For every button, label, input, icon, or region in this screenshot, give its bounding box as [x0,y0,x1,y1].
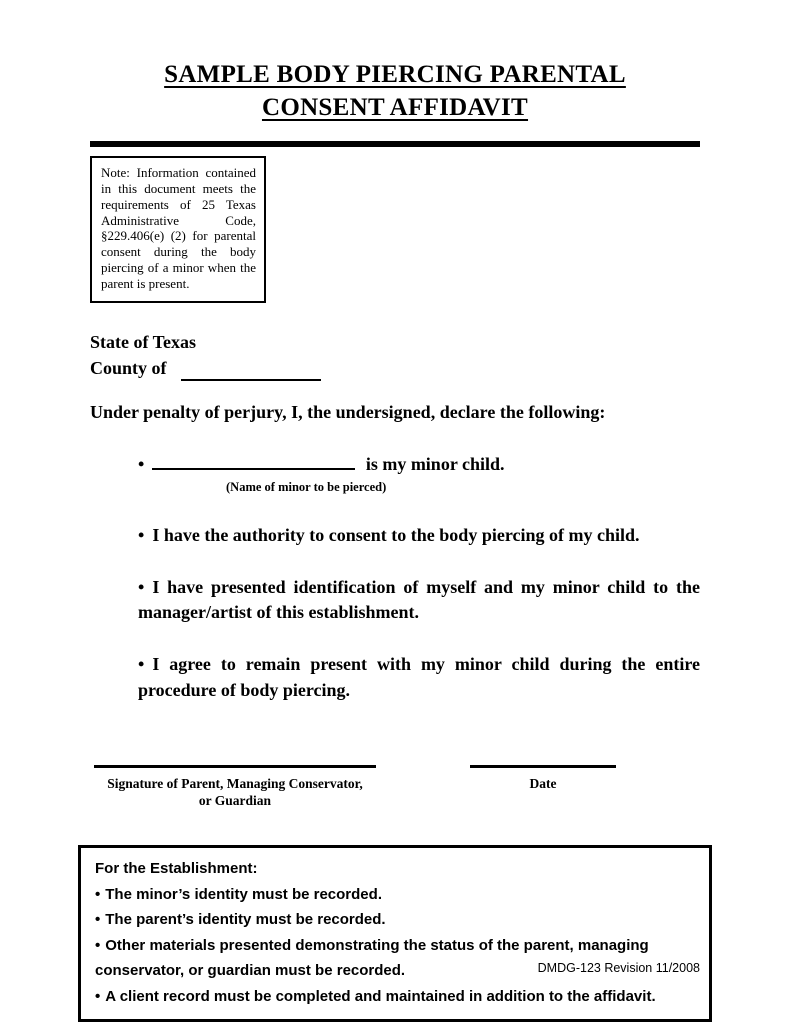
establishment-item-text: A client record must be completed and maintained in addition to the affidavit. [105,987,656,1005]
signature-column [94,765,376,809]
declaration-minor-child [138,448,700,496]
bullet-icon: • [95,885,101,903]
minor-child-suffix: is my minor child. [365,454,505,475]
minor-name-fill-in-line [152,448,355,470]
county-label: County of [90,357,167,378]
establishment-heading: For the Establishment: [95,860,258,878]
minor-name-caption: (Name of minor to be pierced) [226,479,387,494]
document-title-line-1: SAMPLE BODY PIERCING PARENTAL [164,61,626,88]
bullet-icon: • [138,654,145,674]
establishment-item [95,907,695,933]
county-row [90,355,700,381]
bullet-icon: • [95,911,101,929]
document-title [90,58,700,124]
regulation-note-box [90,156,266,303]
establishment-item-text: The parent’s identity must be recorded. [105,911,386,929]
document-title-line-2: CONSENT AFFIDAVIT [261,94,529,121]
date-column [470,765,616,809]
signature-label [94,776,376,809]
declaration-identification [138,575,700,626]
regulation-note-text: Note: Information contained in this document meets the requirements of 25 Texas Administrative Code, §229.406(e) (2) for parental consent during the body piercing of a minor when the parent is present. [101,165,256,292]
declaration-remain-present [138,652,700,703]
bullet-icon: • [95,987,101,1005]
establishment-item-text: Other materials presented demonstrating the status of the parent, managing conservator, or guardian must be recorded. [95,936,649,980]
establishment-item [95,984,695,1010]
establishment-item-text: The minor’s identity must be recorded. [105,885,382,903]
horizontal-rule [90,141,700,147]
establishment-item [95,882,695,908]
signature-label-line-2: or Guardian [198,792,272,808]
signature-section [94,765,700,809]
authority-text: I have the authority to consent to the body piercing of my child. [152,525,640,546]
county-fill-in-line [181,361,321,381]
declaration-intro: Under penalty of perjury, I, the undersigned, declare the following: [90,402,606,423]
remain-present-text: I agree to remain present with my minor child during the entire procedure of body piercing. [138,654,700,700]
declaration-authority [138,523,700,549]
state-line: State of Texas [90,331,197,352]
signature-line [94,765,376,768]
bullet-icon: • [138,525,145,546]
establishment-item [95,933,695,984]
establishment-box [78,845,712,1022]
document-reference-number: DMDG-123 Revision 11/2008 [537,961,700,975]
date-line [470,765,616,768]
jurat-section [90,329,700,381]
bullet-icon: • [95,936,101,954]
bullet-icon: • [138,454,145,475]
date-label: Date [529,776,557,792]
signature-label-line-1: Signature of Parent, Managing Conservator, [107,776,363,792]
bullet-icon: • [138,576,145,597]
identification-text: I have presented identification of myself and my minor child to the manager/artist of this establishment. [138,576,700,623]
